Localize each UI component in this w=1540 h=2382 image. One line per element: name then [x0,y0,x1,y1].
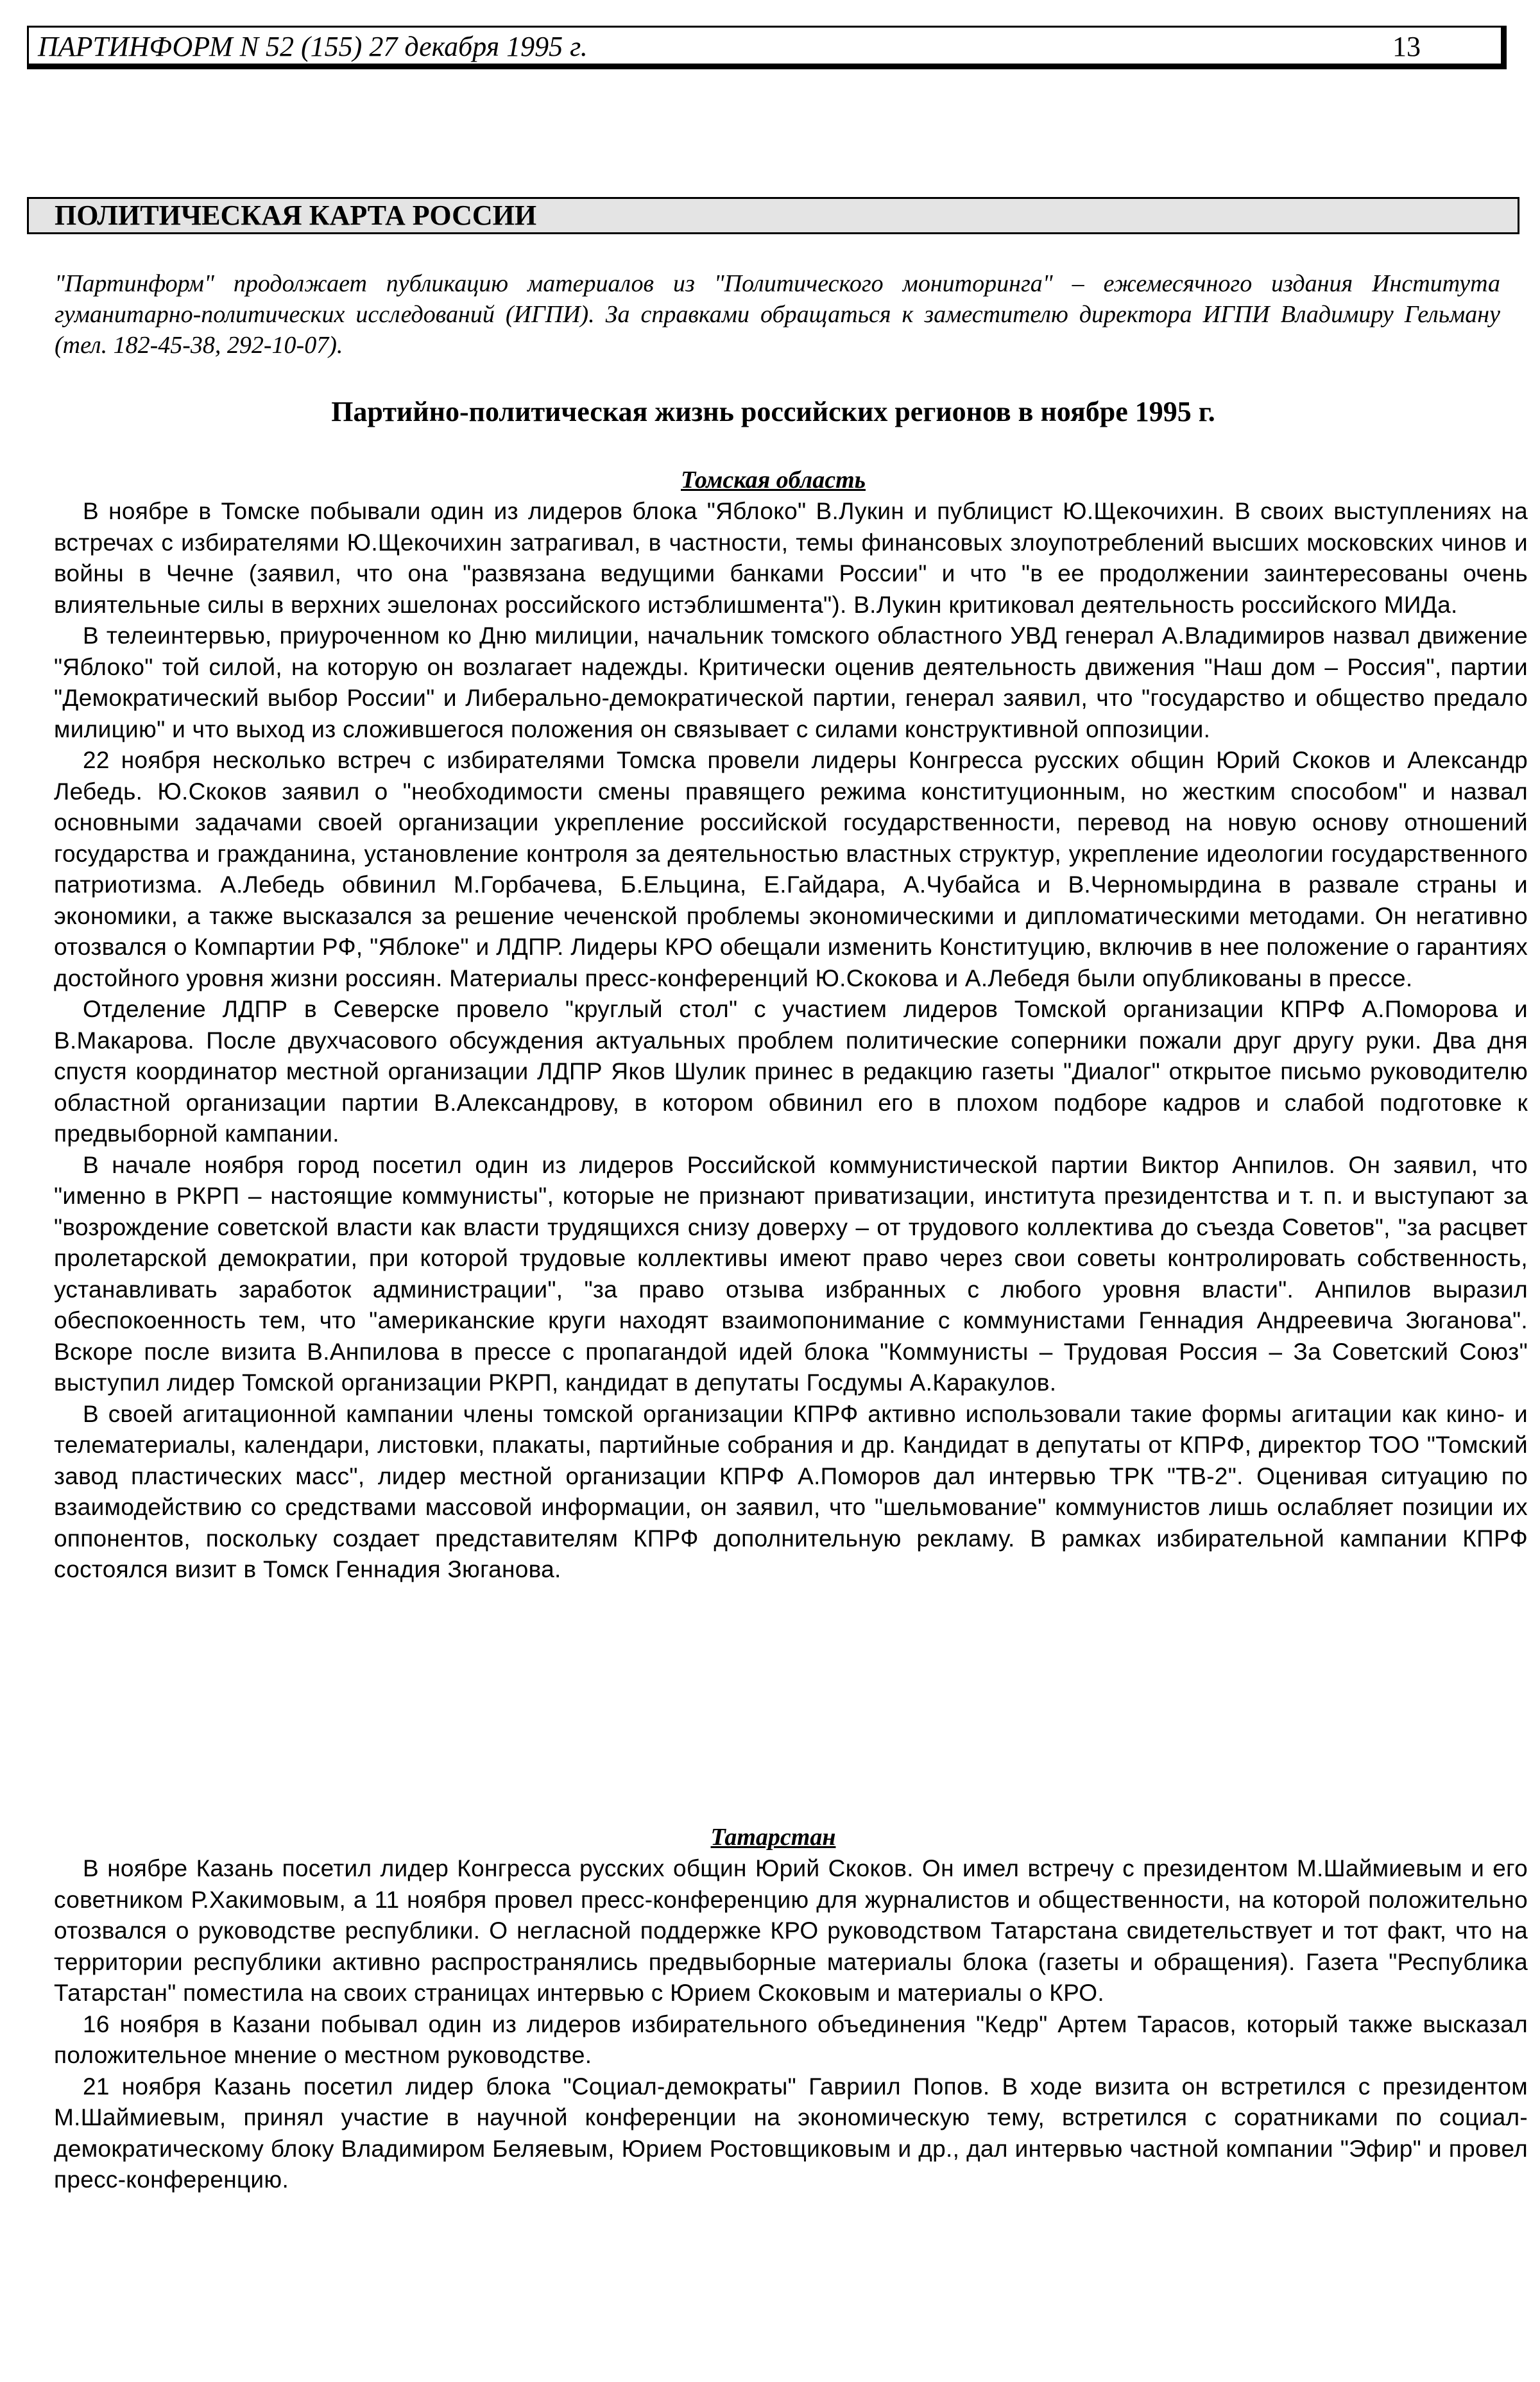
paragraph: В телеинтервью, приуроченном ко Дню милиции, начальник томского областного УВД генерал А.Владимиров назвал движение "Яблоко" той силой, на которую он возлагает надежды. Критически оценив деятельность движения "Наш дом – Россия", партии "Демократический выбор России" и Либерально-демократической партии, генерал заявил, что "государство и общество предало милицию" и что выход из сложившегося положения он связывает с силами конструктивной оппозиции. [54,622,1528,742]
article-title: Партийно-политическая жизнь российских регионов в ноябре 1995 г. [331,396,1215,427]
paragraph: 21 ноября Казань посетил лидер блока "Социал-демократы" Гавриил Попов. В ходе визита он встретился с президентом М.Шаймиевым, принял участие в научной конференции на экономическую тему, встретился с соратниками по социал-демократическому блоку Владимиром Беляевым, Юрием Ростовщиковым и др., дал интервью частной компании "Эфир" и провел пресс-конференцию. [54,2073,1528,2193]
region-body [54,1853,1528,2196]
region-body [54,496,1528,1586]
region-title: Татарстан [710,1824,836,1851]
publication-line: ПАРТИНФОРМ N 52 (155) 27 декабря 1995 г. [38,31,588,62]
paragraph: 16 ноября в Казани побывал один из лидеров избирательного объединения "Кедр" Артем Тарасов, который также высказал положительное мнение о местном руководстве. [54,2010,1528,2068]
running-header [27,26,1507,69]
paragraph: В начале ноября город посетил один из лидеров Российской коммунистической партии Виктор Анпилов. Он заявил, что "именно в РКРП – настоящие коммунисты", которые не признают приватизации, института президентства и т. п. и выступают за "возрождение советской власти как власти трудящихся снизу доверху – от трудового коллектива до съезда Советов", "за расцвет пролетарской демократии, при которой трудовые коллективы имеют право через свои советы контролировать собственность, устанавливать заработок администрации", "за право отзыва избранных с любого уровня власти". Анпилов выразил обеспокоенность тем, что "американские круги находят взаимопонимание с коммунистами Геннадия Андреевича Зюганова". Вскоре после визита В.Анпилова в прессе с пропагандой идей блока "Коммунисты – Трудовая Россия – За Советский Союз" выступил лидер Томской организации РКРП, кандидат в депутаты Госдумы А.Каракулов. [54,1151,1528,1396]
paragraph: 22 ноября несколько встреч с избирателями Томска провели лидеры Конгресса русских общин Юрий Скоков и Александр Лебедь. Ю.Скоков заявил о "необходимости смены правящего режима конституционным, но жестким способом" и назвал основными задачами своей организации укрепление российской государственности, перевод на новую основу отношений государства и гражданина, установление контроля за деятельностью властных структур, укрепление идеологии государственного патриотизма. А.Лебедь обвинил М.Горбачева, Б.Ельцина, Е.Гайдара, А.Чубайса и В.Черномырдина в развале страны и экономики, а также высказался за решение чеченской проблемы экономическими и дипломатическими методами. Он негативно отозвался о Компартии РФ, "Яблоке" и ЛДПР. Лидеры КРО обещали изменить Конституцию, включив в нее положение о гарантиях достойного уровня жизни россиян. Материалы пресс-конференций Ю.Скокова и А.Лебедя были опубликованы в прессе. [54,747,1528,991]
intro-note: "Партинформ" продолжает публикацию материалов из "Политического мониторинга" – ежемесячного издания Института гуманитарно-политических исследований (ИГПИ). За справками обращаться к заместителю директора ИГПИ Владимиру Гельману (тел. 182-45-38, 292-10-07). [55,270,1500,359]
region-tatarstan [27,1821,1528,2196]
paragraph: В ноябре в Томске побывали один из лидеров блока "Яблоко" В.Лукин и публицист Ю.Щекочихин. В своих выступлениях на встречах с избирателями Ю.Щекочихин затрагивал, в частности, темы финансовых злоупотреблений высших московских чинов и войны в Чечне (заявил, что она "развязана ведущими банками России" и что "в ее продолжении заинтересованы очень влиятельные силы в верхних эшелонах российского истэблишмента"). В.Лукин критиковал деятельность российского МИДа. [54,498,1528,618]
paragraph: Отделение ЛДПР в Северске провело "круглый стол" с участием лидеров Томской организации КПРФ А.Поморова и В.Макарова. После двухчасового обсуждения актуальных проблем политические соперники пожали друг другу руки. Два дня спустя координатор местной организации ЛДПР Яков Шулик принес в редакцию газеты "Диалог" открытое письмо руководителю областной организации партии В.Александрову, в котором обвинил его в плохом подборе кадров и слабой подготовке к предвыборной кампании. [54,996,1528,1147]
region-title: Томская область [681,467,866,493]
paragraph: В своей агитационной кампании члены томской организации КПРФ активно использовали такие формы агитации как кино- и телематериалы, календари, листовки, плакаты, партийные собрания и др. Кандидат в депутаты от КПРФ, директор ТОО "Томский завод пластических масс", лидер местной организации КПРФ А.Поморов дал интервью ТРК "ТВ-2". Оценивая ситуацию по взаимодействию со средствами массовой информации, он заявил, что "шельмование" коммунистов лишь ослабляет позиции их оппонентов, поскольку создает представителям КПРФ дополнительную рекламу. В рамках избирательной кампании КПРФ состоялся визит в Томск Геннадия Зюганова. [54,1400,1528,1582]
paragraph: В ноябре Казань посетил лидер Конгресса русских общин Юрий Скоков. Он имел встречу с президентом М.Шаймиевым и его советником Р.Хакимовым, а 11 ноября провел пресс-конференцию для журналистов и общественности, на которой положительно отозвался о руководстве республики. О негласной поддержке КРО руководством Татарстана свидетельствует и тот факт, что на территории республики активно распространялись предвыборные материалы блока (газеты и обращения). Газета "Республика Татарстан" поместила на своих страницах интервью с Юрием Скоковым и материалы о КРО. [54,1855,1528,2006]
page-number: 13 [1392,31,1421,62]
section-heading: ПОЛИТИЧЕСКАЯ КАРТА РОССИИ [27,197,1519,234]
region-tomsk [27,464,1528,1586]
